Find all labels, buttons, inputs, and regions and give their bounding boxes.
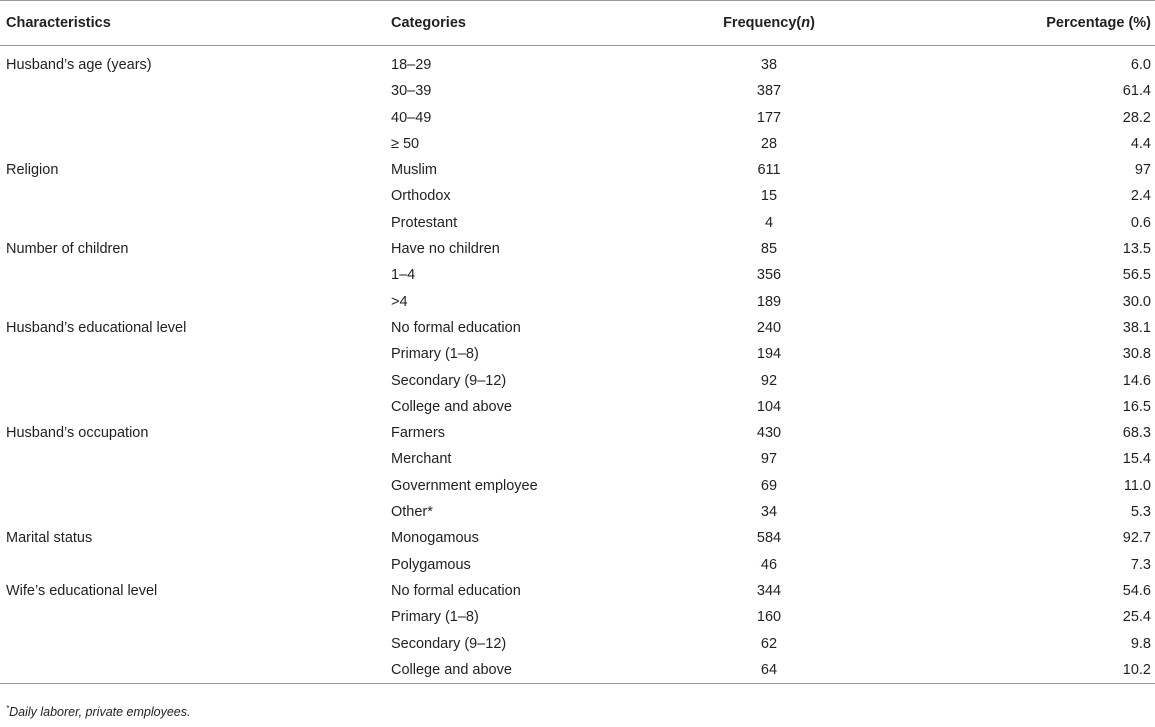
- cell-category: Government employee: [391, 477, 538, 494]
- cell-frequency: 85: [760, 241, 778, 258]
- header-frequency-n: n: [801, 15, 811, 31]
- cell-percentage: 2.4: [1130, 188, 1151, 205]
- cell-characteristic: [0, 368, 391, 394]
- cell-percentage: 13.5: [1122, 241, 1151, 258]
- cell-category: Have no children: [391, 241, 500, 258]
- cell-characteristic: [0, 341, 391, 367]
- cell-category: No formal education: [391, 319, 521, 336]
- cell-percentage: 30.0: [1122, 293, 1151, 310]
- table-row: [0, 552, 1155, 578]
- cell-category: Primary (1–8): [391, 346, 479, 363]
- table-row: [0, 604, 1155, 630]
- cell-percentage: 16.5: [1122, 398, 1151, 415]
- cell-percentage: 7.3: [1130, 556, 1151, 573]
- cell-frequency: 97: [760, 451, 778, 468]
- cell-frequency: 69: [760, 477, 778, 494]
- cell-category: Polygamous: [391, 556, 471, 573]
- table-row: [0, 105, 1155, 131]
- cell-category: 18–29: [391, 57, 432, 73]
- cell-category: Secondary (9–12): [391, 635, 507, 652]
- cell-characteristic: [0, 604, 391, 630]
- header-characteristics: Characteristics: [0, 1, 391, 46]
- cell-percentage: 38.1: [1122, 319, 1151, 336]
- cell-frequency: 92: [760, 372, 778, 389]
- cell-percentage: 11.0: [1123, 477, 1151, 494]
- table-row: [0, 394, 1155, 420]
- cell-characteristic: Religion: [6, 162, 59, 179]
- cell-frequency: 611: [757, 162, 781, 179]
- footnote-text: Daily laborer, private employees.: [9, 705, 191, 719]
- cell-category: Monogamous: [391, 530, 479, 547]
- cell-frequency: 240: [756, 319, 782, 336]
- cell-frequency: 344: [756, 582, 782, 599]
- table-row: [0, 446, 1155, 472]
- cell-category: No formal education: [391, 582, 521, 599]
- cell-category: College and above: [391, 657, 691, 684]
- cell-characteristic: Wife’s educational level: [6, 582, 158, 599]
- cell-characteristic: [0, 499, 391, 525]
- table-row: [0, 46, 1155, 79]
- table-row: [0, 315, 1155, 341]
- cell-percentage: 97: [1134, 162, 1151, 179]
- cell-category: College and above: [391, 398, 512, 415]
- cell-category: Orthodox: [391, 188, 451, 205]
- cell-percentage: 0.6: [1130, 214, 1151, 231]
- cell-percentage: 5.3: [1130, 504, 1151, 521]
- cell-frequency: 387: [756, 83, 782, 100]
- table-body: [0, 46, 1155, 684]
- table-row: [0, 473, 1155, 499]
- table-row: [0, 262, 1155, 288]
- cell-category: ≥ 50: [391, 135, 420, 152]
- cell-category: 40–49: [391, 109, 432, 126]
- cell-frequency: 104: [756, 398, 782, 415]
- table-row: [0, 131, 1155, 157]
- cell-frequency: 194: [756, 346, 782, 363]
- cell-frequency: 34: [760, 504, 778, 521]
- cell-category: Secondary (9–12): [391, 372, 507, 389]
- cell-characteristic: [0, 131, 391, 157]
- table-row: [0, 631, 1155, 657]
- cell-frequency: 28: [760, 135, 778, 152]
- header-percentage: Percentage (%): [847, 1, 1155, 46]
- header-frequency-prefix: Frequency(: [723, 15, 802, 31]
- cell-characteristic: [0, 289, 391, 315]
- cell-percentage: 15.4: [1122, 451, 1151, 468]
- cell-frequency: 64: [691, 657, 847, 684]
- cell-percentage: 30.8: [1122, 346, 1151, 363]
- cell-category: Protestant: [391, 214, 458, 231]
- cell-percentage: 9.8: [1130, 635, 1151, 652]
- table-row: [0, 236, 1155, 262]
- cell-characteristic: [0, 657, 391, 684]
- cell-category: Farmers: [391, 425, 445, 442]
- cell-characteristic: [0, 394, 391, 420]
- table-row: [0, 525, 1155, 551]
- table-row: [0, 499, 1155, 525]
- cell-frequency: 356: [756, 267, 782, 284]
- cell-characteristic: Husband’s age (years): [6, 57, 152, 73]
- cell-characteristic: [0, 631, 391, 657]
- cell-category: Muslim: [391, 162, 437, 179]
- cell-frequency: 62: [760, 635, 778, 652]
- cell-characteristic: [0, 105, 391, 131]
- cell-frequency: 430: [756, 425, 782, 442]
- footnote: [6, 704, 190, 719]
- cell-percentage: 25.4: [1122, 609, 1151, 626]
- cell-characteristic: [0, 552, 391, 578]
- cell-percentage: 6.0: [1130, 57, 1151, 73]
- table-row: [0, 183, 1155, 209]
- cell-category: Merchant: [391, 451, 452, 468]
- cell-characteristic: Marital status: [6, 530, 93, 547]
- table-row: [0, 368, 1155, 394]
- cell-percentage: 92.7: [1122, 530, 1151, 547]
- footnote-marker: *: [6, 704, 10, 713]
- table-row: [0, 157, 1155, 183]
- table-row: [0, 341, 1155, 367]
- header-frequency: [691, 1, 847, 46]
- cell-characteristic: [0, 446, 391, 472]
- cell-percentage: 4.4: [1130, 135, 1151, 152]
- cell-category: 30–39: [391, 83, 432, 100]
- cell-category: Primary (1–8): [391, 609, 479, 626]
- cell-frequency: 584: [756, 530, 782, 547]
- cell-percentage: 28.2: [1122, 109, 1151, 126]
- cell-characteristic: [0, 262, 391, 288]
- cell-frequency: 160: [756, 609, 782, 626]
- cell-frequency: 15: [760, 188, 778, 205]
- cell-category: Other*: [391, 504, 433, 521]
- cell-characteristic: Husband’s educational level: [6, 319, 187, 336]
- cell-percentage: 14.6: [1122, 372, 1151, 389]
- cell-frequency: 46: [760, 556, 778, 573]
- table-row: [0, 578, 1155, 604]
- table-row: [0, 289, 1155, 315]
- cell-frequency: 177: [756, 109, 782, 126]
- cell-percentage: 56.5: [1122, 267, 1151, 284]
- cell-percentage: 68.3: [1122, 425, 1151, 442]
- table-row: [0, 420, 1155, 446]
- header-row: [0, 1, 1155, 46]
- table-row: [0, 657, 1155, 684]
- cell-percentage: 61.4: [1122, 83, 1151, 100]
- table-row: [0, 78, 1155, 104]
- cell-frequency: 38: [760, 57, 778, 73]
- table-row: [0, 210, 1155, 236]
- cell-frequency: 189: [756, 293, 782, 310]
- cell-characteristic: [0, 473, 391, 499]
- cell-characteristic: Husband’s occupation: [6, 425, 149, 442]
- header-frequency-suffix: ): [810, 15, 815, 31]
- cell-frequency: 4: [764, 214, 774, 231]
- cell-characteristic: [0, 78, 391, 104]
- cell-characteristic: [0, 183, 391, 209]
- cell-percentage: 10.2: [847, 657, 1155, 684]
- table-header: [0, 1, 1155, 46]
- header-categories: Categories: [391, 1, 691, 46]
- cell-category: 1–4: [391, 267, 416, 284]
- cell-percentage: 54.6: [1122, 582, 1151, 599]
- cell-category: >4: [391, 293, 408, 310]
- cell-characteristic: [0, 210, 391, 236]
- cell-characteristic: Number of children: [6, 241, 129, 258]
